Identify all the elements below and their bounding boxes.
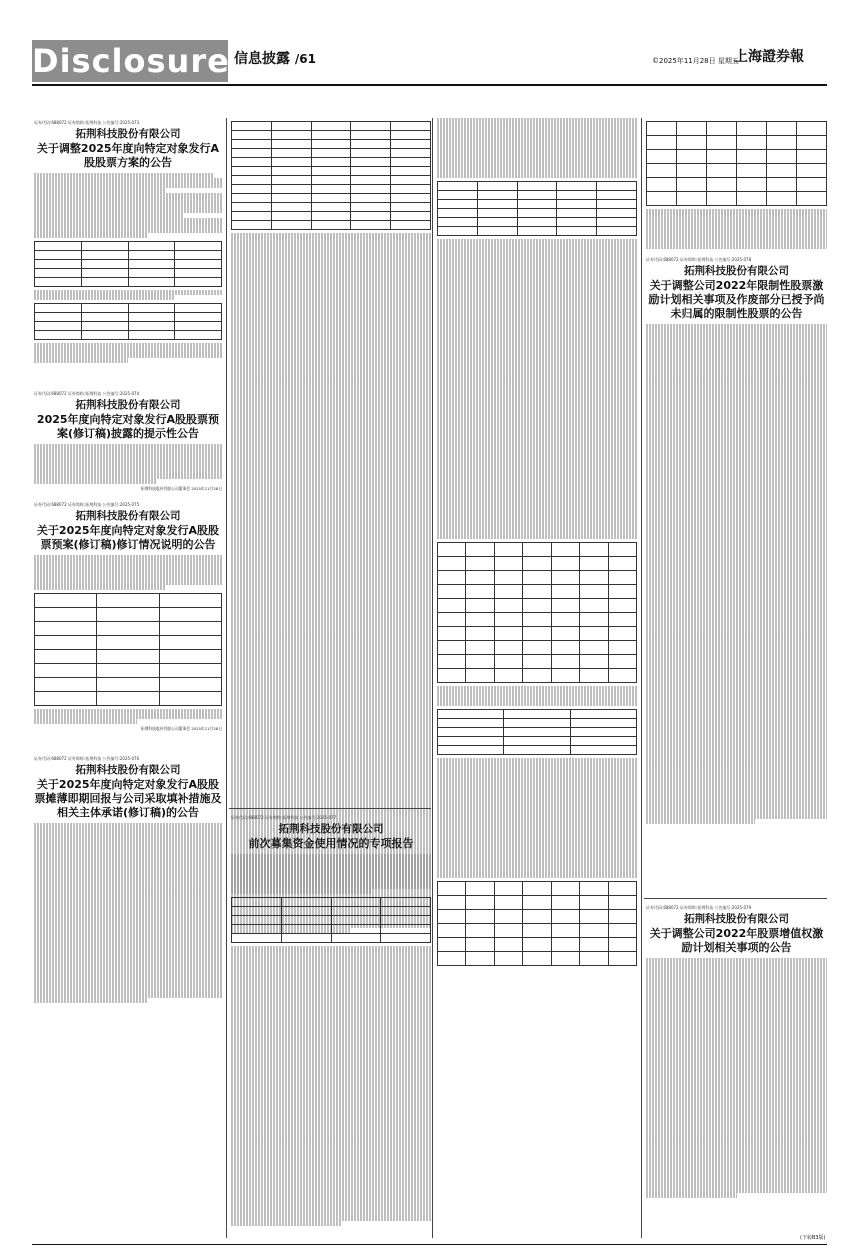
project-table xyxy=(437,542,637,683)
announcement-6 xyxy=(646,257,827,824)
article-meta: 证券代码:688072 证券简称:拓荆科技 公告编号:2025-073 xyxy=(34,120,140,125)
revision-table xyxy=(34,593,222,706)
company-name: 拓荆科技股份有限公司 xyxy=(75,128,181,140)
announcement-1 xyxy=(34,120,222,363)
masthead-rule xyxy=(32,84,827,86)
article-meta: 证券代码:688072 证券简称:拓荆科技 公告编号:2025-074 xyxy=(34,391,140,396)
signature: 拓荆科技股份有限公司董事会 2025年11月28日 xyxy=(140,726,222,731)
balance-table xyxy=(437,709,637,755)
article-meta: 证券代码:688072 证券简称:拓荆科技 公告编号:2025-077 xyxy=(231,815,337,820)
announcement-7 xyxy=(646,903,827,1198)
section-divider xyxy=(644,898,827,899)
company-name: 拓荆科技股份有限公司 xyxy=(75,764,181,776)
article-title: 关于2025年度向特定对象发行A股股票摊薄即期回报与公司采取填补措施及相关主体承诺(修订稿)的公告 xyxy=(34,778,222,819)
signature: 拓荆科技股份有限公司董事会 2025年11月28日 xyxy=(140,486,222,491)
announcement-2 xyxy=(34,391,222,492)
company-name: 拓荆科技股份有限公司 xyxy=(684,913,789,925)
fund-usage-table xyxy=(231,897,431,943)
section-divider xyxy=(229,808,431,809)
column-3 xyxy=(437,118,637,969)
masthead xyxy=(32,40,827,82)
article-title: 关于调整公司2022年股票增值权激励计划相关事项的公告 xyxy=(649,927,824,954)
announcement-3 xyxy=(34,502,222,732)
announcement-5 xyxy=(231,813,431,1226)
column-1 xyxy=(34,118,222,1003)
fund-table xyxy=(34,241,222,287)
company-name: 拓荆科技股份有限公司 xyxy=(684,265,789,277)
company-name: 拓荆科技股份有限公司 xyxy=(75,399,181,411)
section-title xyxy=(234,48,316,68)
appendix-table xyxy=(437,881,637,966)
article-title: 关于2025年度向特定对象发行A股股票预案(修订稿)修订情况说明的公告 xyxy=(36,524,220,551)
bottom-rule xyxy=(32,1244,827,1245)
appendix-table-2 xyxy=(646,121,827,206)
article-title: 前次募集资金使用情况的专项报告 xyxy=(248,837,414,850)
column-divider xyxy=(226,118,227,1238)
company-name: 拓荆科技股份有限公司 xyxy=(75,510,181,522)
article-meta: 证券代码:688072 证券简称:拓荆科技 公告编号:2025-075 xyxy=(34,502,140,507)
fund-table-2 xyxy=(34,303,222,340)
column-2 xyxy=(231,118,431,933)
article-meta: 证券代码:688072 证券简称:拓荆科技 公告编号:2025-079 xyxy=(646,905,752,910)
article-title: 关于调整公司2022年限制性股票激励计划相关事项及作废部分已授予尚未归属的限制性股票的公告 xyxy=(648,279,825,320)
financial-table xyxy=(231,121,431,230)
column-divider xyxy=(432,118,433,1238)
column-4 xyxy=(646,118,827,824)
company-name: 拓荆科技股份有限公司 xyxy=(278,823,384,835)
section-label: 信息披露 xyxy=(234,51,290,67)
continuation-note: (下转B3版) xyxy=(800,1235,826,1241)
brand-logo: Disclosure xyxy=(32,42,230,80)
page-number: /61 xyxy=(294,52,316,66)
announcement-4 xyxy=(34,756,222,1003)
issue-date: ©2025年11月28日 星期五 xyxy=(652,57,739,65)
article-meta: 证券代码:688072 证券简称:拓荆科技 公告编号:2025-076 xyxy=(34,756,140,761)
column-divider xyxy=(641,118,642,1238)
newspaper-name: 上海證券報 xyxy=(734,49,804,65)
article-title: 2025年度向特定对象发行A股股票预案(修订稿)披露的提示性公告 xyxy=(36,413,220,440)
investment-table xyxy=(437,181,637,236)
article-title: 关于调整2025年度向特定对象发行A股股票方案的公告 xyxy=(36,142,220,169)
article-meta: 证券代码:688072 证券简称:拓荆科技 公告编号:2025-078 xyxy=(646,257,752,262)
